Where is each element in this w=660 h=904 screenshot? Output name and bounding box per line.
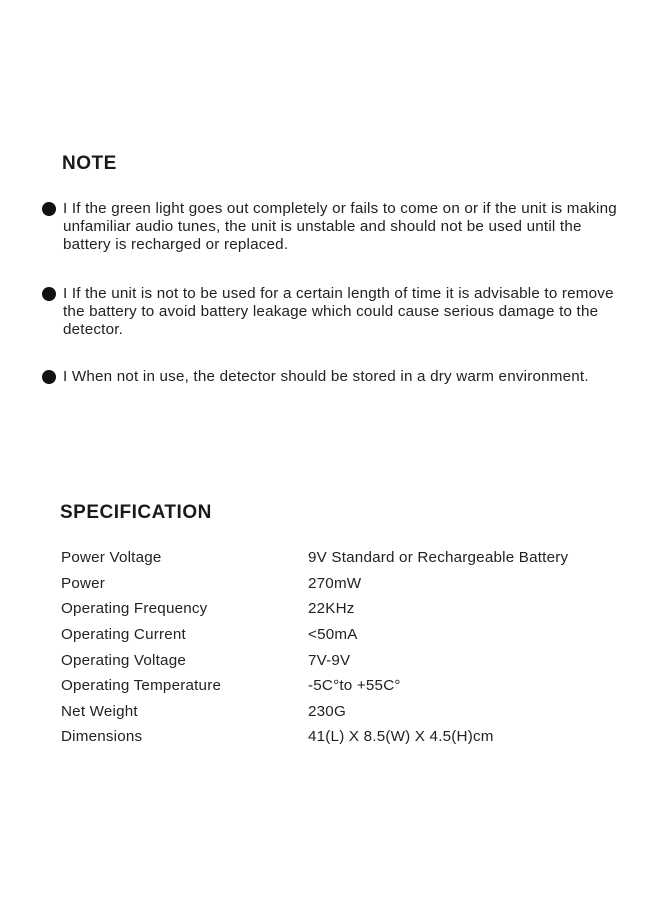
specification-table	[61, 545, 568, 750]
spec-row	[61, 596, 568, 622]
spec-value: 22KHz	[308, 600, 355, 618]
note-item-text: I If the unit is not to be used for a certain length of time it is advisable to remove the battery to avoid battery leakage which could cause serious damage to the detector.	[63, 285, 614, 338]
spec-row	[61, 622, 568, 648]
spec-row	[61, 545, 568, 571]
spec-label: Operating Temperature	[61, 677, 222, 695]
note-item	[42, 285, 622, 339]
spec-label: Power	[61, 574, 106, 592]
spec-row	[61, 699, 568, 725]
note-item-text: I If the green light goes out completely or fails to come on or if the unit is making unfamiliar audio tunes, the unit is unstable and should not be used until the battery is recharged or replaced.	[63, 200, 617, 253]
spec-row	[61, 647, 568, 673]
spec-value: <50mA	[308, 626, 358, 644]
spec-label: Power Voltage	[61, 549, 162, 567]
note-heading: NOTE	[62, 153, 117, 174]
spec-value: 9V Standard or Rechargeable Battery	[308, 549, 569, 567]
spec-value: -5C°to +55C°	[308, 677, 401, 695]
spec-label: Operating Current	[61, 626, 186, 644]
spec-value: 270mW	[308, 574, 362, 592]
bullet-icon	[42, 370, 56, 384]
spec-row	[61, 673, 568, 699]
spec-row	[61, 571, 568, 597]
note-item	[42, 368, 622, 386]
spec-label: Net Weight	[61, 702, 138, 720]
spec-label: Dimensions	[61, 728, 143, 746]
bullet-icon	[42, 287, 56, 301]
spec-label: Operating Voltage	[61, 651, 186, 669]
specification-heading: SPECIFICATION	[60, 502, 212, 523]
note-item-text: I When not in use, the detector should be stored in a dry warm environment.	[63, 368, 589, 385]
note-item	[42, 200, 622, 254]
spec-label: Operating Frequency	[61, 600, 208, 618]
spec-row	[61, 724, 568, 750]
spec-value: 7V-9V	[308, 651, 351, 669]
bullet-icon	[42, 202, 56, 216]
spec-value: 230G	[308, 702, 346, 720]
spec-value: 41(L) X 8.5(W) X 4.5(H)cm	[308, 728, 494, 746]
